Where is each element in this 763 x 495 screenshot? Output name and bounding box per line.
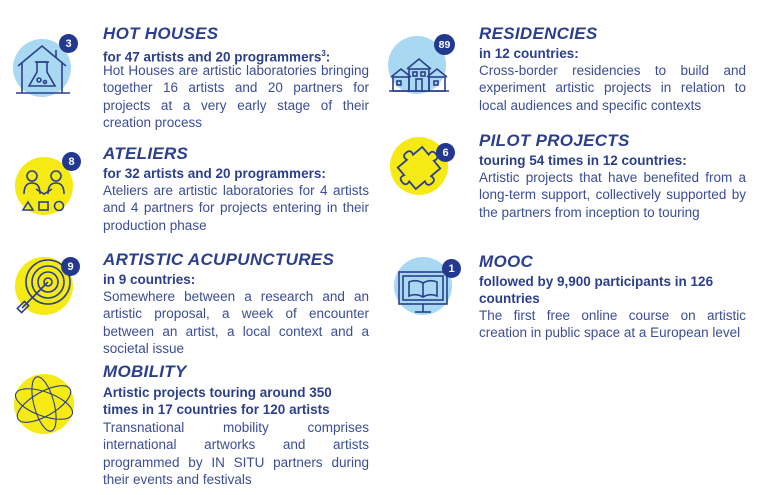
- mobility-icon-wrap: [12, 372, 76, 436]
- ateliers-subtitle: for 32 artists and 20 programmers:: [103, 166, 326, 181]
- artistic-acupunctures-badge: 9: [61, 257, 80, 276]
- artistic-acupunctures-subtitle: in 9 countries:: [103, 272, 196, 287]
- artistic-acupunctures-title: ARTISTIC ACUPUNCTURES: [103, 250, 335, 269]
- residencies-description: Cross-border residencies to build and experiment artistic projects in relation to local audiences and specific contexts: [479, 63, 746, 113]
- hot-houses-icon-wrap: [12, 38, 76, 102]
- orbit-globe-icon: [12, 372, 76, 436]
- pilot-projects-title: PILOT PROJECTS: [479, 131, 630, 150]
- hot-houses-footnote: 3: [321, 49, 326, 58]
- artistic-acupunctures-icon-wrap: [14, 256, 78, 320]
- pilot-projects-icon-wrap: [389, 136, 453, 200]
- hot-houses-subtitle-end: :: [325, 49, 331, 65]
- hot-houses-badge: 3: [59, 34, 78, 53]
- residencies-title: RESIDENCIES: [479, 24, 598, 43]
- mobility-title: MOBILITY: [103, 362, 187, 381]
- mobility-description: Transnational mobility comprises international artworks and artists programmed by IN SITU partners during their events and festivals: [103, 420, 369, 488]
- pilot-projects-description: Artistic projects that have benefited from a long-term support, collectively supported by the partners from inception to touring: [479, 170, 746, 220]
- hot-houses-title: HOT HOUSES: [103, 24, 219, 43]
- artistic-acupunctures-description: Somewhere between a research and an artistic proposal, a week of encounter between an artist, a local context and a societal issue: [103, 289, 369, 357]
- hot-houses-description: Hot Houses are artistic laboratories bringing together 16 artists and 20 partners for projects at a very early stage of their creation process: [103, 63, 369, 131]
- hot-houses-subtitle-text: for 47 artists and 20 programmers: [103, 49, 322, 65]
- residencies-icon-wrap: [387, 35, 451, 99]
- mooc-subtitle: followed by 9,900 participants in 126 countries: [479, 274, 714, 306]
- ateliers-title: ATELIERS: [103, 144, 189, 163]
- mooc-title: MOOC: [479, 252, 534, 271]
- ateliers-icon-wrap: [14, 156, 78, 220]
- mooc-badge: 1: [442, 259, 461, 278]
- ateliers-badge: 8: [62, 152, 81, 171]
- residencies-badge: 89: [434, 34, 455, 55]
- pilot-projects-subtitle: touring 54 times in 12 countries:: [479, 153, 687, 168]
- pilot-projects-badge: 6: [436, 143, 455, 162]
- mooc-description: The first free online course on artistic creation in public space at a European level: [479, 308, 746, 341]
- mooc-icon-wrap: [393, 256, 457, 320]
- mobility-subtitle: Artistic projects touring around 350 times in 17 countries for 120 artists: [103, 385, 332, 417]
- residencies-subtitle: in 12 countries:: [479, 46, 579, 61]
- ateliers-description: Ateliers are artistic laboratories for 4 artists and 4 partners for projects entering in their production phase: [103, 183, 369, 233]
